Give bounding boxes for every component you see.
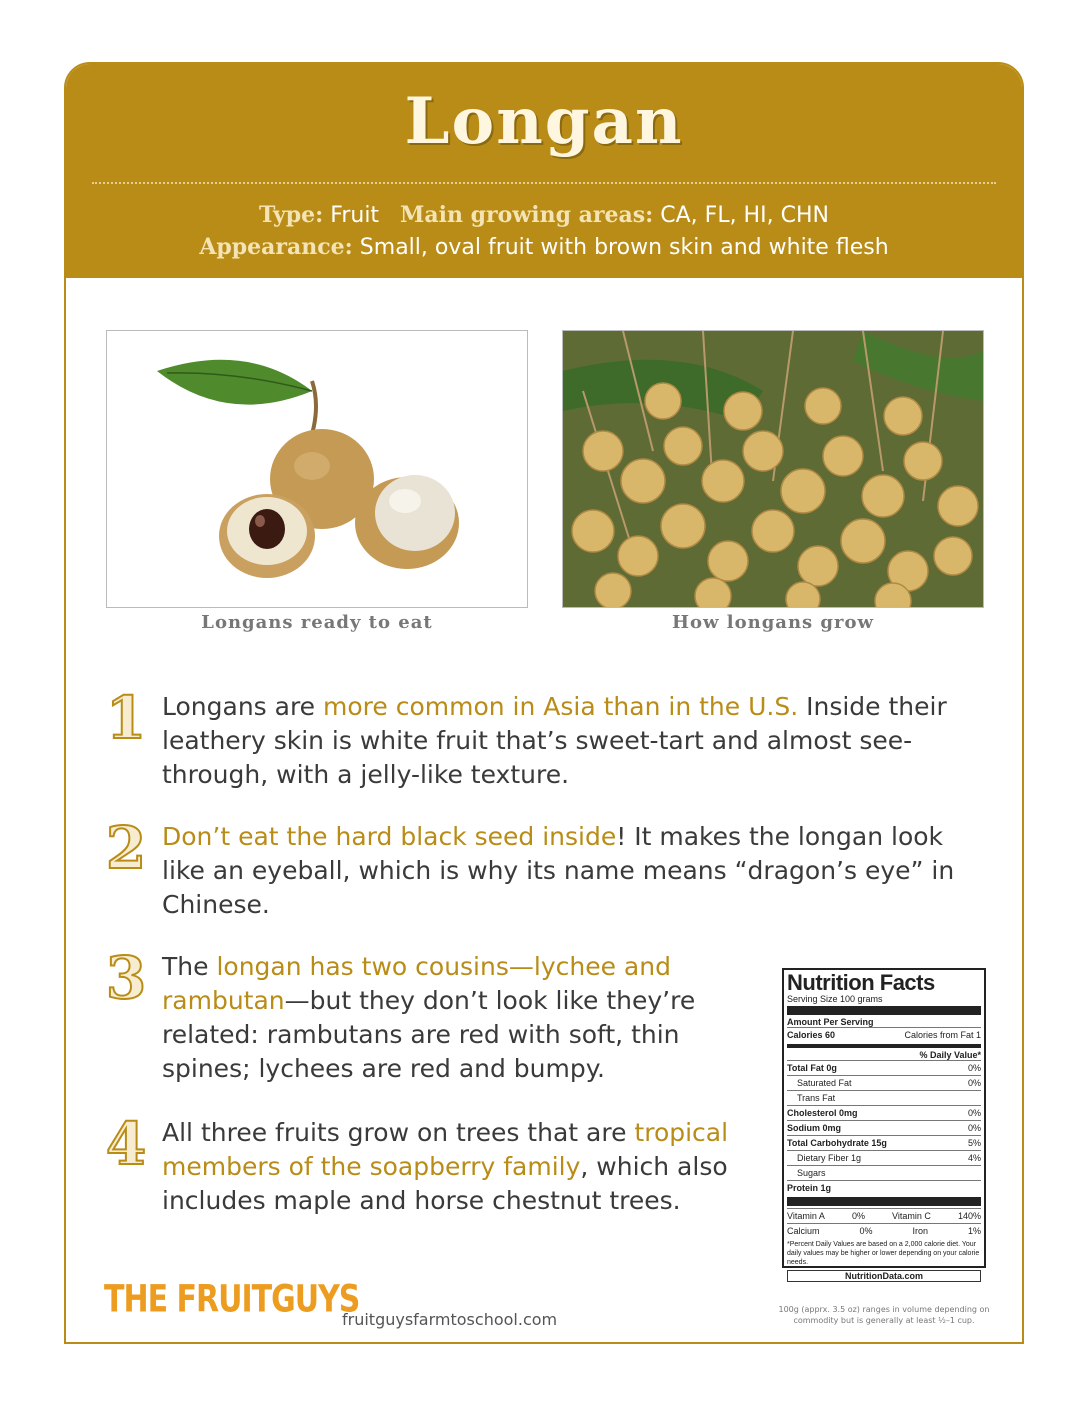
nutrient-value: 0% [967, 1123, 981, 1133]
fact-text: The longan has two cousins—lychee and rambutan—but they don’t look like they’re related: rambutans are red with soft, thin spines; lychees are red and bumpy. [162, 952, 696, 1083]
vitamin-left: Calcium [787, 1226, 820, 1236]
nutrient-row [787, 1075, 981, 1090]
calories-from-fat: Calories from Fat 1 [904, 1030, 981, 1040]
vitamin-right: Iron [912, 1226, 928, 1236]
nutrient-label: Sugars [797, 1168, 826, 1178]
fact-number: 1 [105, 684, 147, 752]
vitamin-right-val: 140% [957, 1211, 981, 1221]
type-value: Fruit [330, 203, 380, 228]
nutrient-value: 0% [967, 1108, 981, 1118]
appearance-label: Appearance: [199, 234, 353, 260]
nutrient-row [787, 1105, 981, 1120]
vitamin-row [787, 1223, 981, 1238]
nutrient-label: Total Carbohydrate 15g [787, 1138, 887, 1148]
vitamin-row [787, 1208, 981, 1223]
nutrient-value: 4% [967, 1153, 981, 1163]
appearance-line [66, 234, 1022, 260]
nutrition-footnote: *Percent Daily Values are based on a 2,000 calorie diet. Your daily values may be higher or lower depending on your calorie needs. [787, 1241, 980, 1266]
serving-note: 100g (apprx. 3.5 oz) ranges in volume depending on commodity but is generally at least ½–1 cup. [778, 1305, 990, 1325]
caption-how-they-grow: How longans grow [671, 612, 874, 633]
nutrient-row [787, 1135, 981, 1150]
fact-sheet-card [64, 62, 1024, 1344]
nutrient-label: Cholesterol 0mg [787, 1108, 858, 1118]
amount-per-serving: Amount Per Serving [787, 1017, 874, 1027]
calories-row [787, 1027, 981, 1042]
fact-number: 4 [105, 1110, 147, 1178]
nutrition-source: NutritionData.com [787, 1270, 981, 1282]
appearance-value: Small, oval fruit with brown skin and white flesh [359, 235, 889, 260]
vitamin-right-val: 1% [967, 1226, 981, 1236]
thick-divider [787, 1197, 981, 1206]
nutrient-label: Trans Fat [797, 1093, 836, 1103]
vitamin-right: Vitamin C [892, 1211, 931, 1221]
vitamin-rows [787, 1208, 981, 1238]
nutrient-row [787, 1090, 981, 1105]
fact-number: 3 [105, 944, 147, 1012]
nutrient-row [787, 1165, 981, 1180]
vitamin-left-val: 0% [851, 1211, 865, 1221]
nutrient-value: 0% [967, 1063, 981, 1073]
areas-value: CA, FL, HI, CHN [660, 203, 829, 228]
vitamin-left-val: 0% [859, 1226, 873, 1236]
fact-text: Longans are more common in Asia than in the U.S. Inside their leathery skin is white fruit that’s sweet-tart and almost see-through, with a jelly-like texture. [162, 692, 947, 789]
vitamin-left: Vitamin A [787, 1211, 825, 1221]
areas-label: Main growing areas: [400, 202, 654, 228]
nutrient-rows [787, 1060, 981, 1195]
nutrient-value: 0% [967, 1078, 981, 1088]
nutrient-row [787, 1060, 981, 1075]
calories: Calories 60 [787, 1030, 836, 1040]
page-title: Longan [404, 84, 684, 159]
longan-fruit-image [107, 331, 527, 607]
thick-divider [787, 1006, 981, 1015]
header-band [66, 64, 1022, 278]
serving-size: Serving Size 100 grams [787, 994, 883, 1004]
caption-ready-to-eat: Longans ready to eat [201, 612, 433, 633]
dotted-divider [92, 182, 996, 184]
nutrient-row [787, 1120, 981, 1135]
type-line [66, 202, 1022, 228]
photo-ready-to-eat [106, 330, 528, 608]
nutrient-row [787, 1180, 981, 1195]
fact-number: 2 [105, 814, 147, 882]
nutrient-value: 5% [967, 1138, 981, 1148]
nutrition-facts-panel [782, 968, 986, 1281]
nutrient-label: Sodium 0mg [787, 1123, 842, 1133]
fact-text: All three fruits grow on trees that are tropical members of the soapberry family, which also includes maple and horse chestnut trees. [162, 1118, 729, 1215]
daily-value-header: % Daily Value* [919, 1050, 981, 1060]
type-label: Type: [259, 202, 324, 228]
medium-divider [787, 1044, 981, 1048]
nutrient-row [787, 1150, 981, 1165]
nutrient-label: Protein 1g [787, 1183, 832, 1193]
nutrient-label: Total Fat 0g [787, 1063, 837, 1073]
photo-how-they-grow [562, 330, 984, 608]
nutrient-label: Dietary Fiber 1g [797, 1153, 862, 1163]
nutrition-title: Nutrition Facts [787, 970, 935, 995]
nutrient-label: Saturated Fat [797, 1078, 852, 1088]
fact-text: Don’t eat the hard black seed inside! It makes the longan look like an eyeball, which is why its name means “dragon’s eye” in Chinese. [162, 822, 955, 919]
website-link[interactable]: fruitguysfarmtoschool.com [342, 1310, 558, 1329]
longan-tree-image [563, 331, 983, 607]
fruitguys-logo: THE FRUITGUYS [104, 1277, 360, 1322]
